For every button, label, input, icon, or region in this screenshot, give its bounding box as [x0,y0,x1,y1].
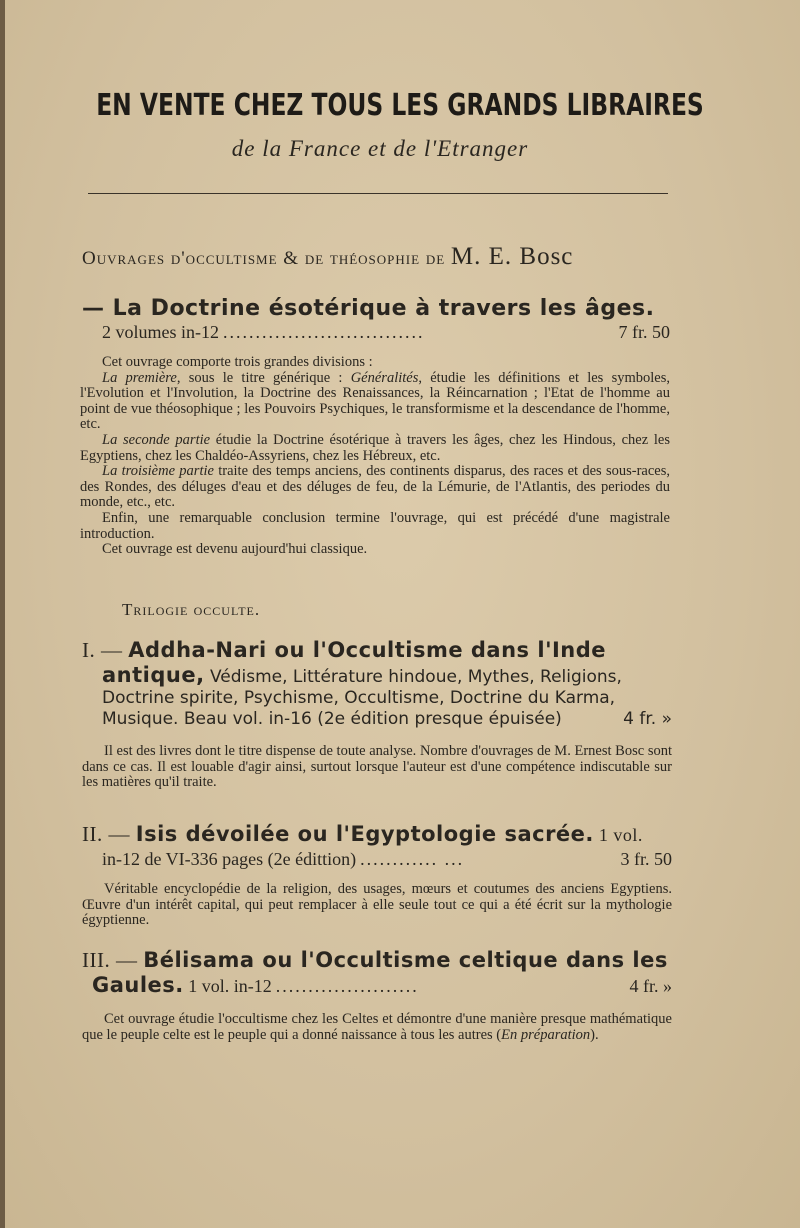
page-title: EN VENTE CHEZ TOUS LES GRANDS LIBRAIRES [96,88,704,123]
book-price: 4 fr. » [623,709,672,729]
section-heading-prefix: Ouvrages d'occultisme & de théosophie de [82,248,451,269]
book-title-text: Bélisama ou l'Occultisme celtique dans les [143,948,668,972]
paragraph: Il est des livres dont le titre dispense de toute analyse. Nombre d'ouvrages de M. Ernest Bosc sont dans ce cas. Il est louable d'agir ainsi, surtout lorsque l'auteur est d'une compétence indiscutable sur les matières qu'il traite. [82,743,672,791]
text: ). [590,1026,599,1043]
book-entry-doctrine [80,296,670,558]
book-price: 4 fr. » [629,976,672,996]
book-numeral: I. — [82,638,129,662]
emphasis: La première [102,369,177,386]
book-format: in-12 de VI-336 pages (2e édittion) [102,849,357,869]
book-format: 2 volumes in-12 [102,322,219,342]
dot-leader: ............................... [223,322,425,342]
emphasis: En préparation [501,1026,591,1043]
book-desc: Védisme, Littérature hindoue, Mythes, Religions, [204,667,622,687]
text: traite des temps anciens, des continents disparus, des races et des sous-races, des Rondes, des déluges d'eau et des déluges de feu, de la Lémurie, de l'Atlantis, des periodes du monde, etc., etc. [80,463,670,511]
book-numeral: II. — [82,822,136,846]
book-description [82,744,672,791]
book-price: 3 fr. 50 [620,849,672,869]
book-desc: Doctrine spirite, Psychisme, Occultisme, Doctrine du Karma, [102,688,616,708]
book-title-cont: antique, [102,663,205,687]
section-heading-author: M. E. Bosc [450,243,574,270]
book-entry-belisama [82,948,672,1043]
book-title-text: Isis dévoilée ou l'Egyptologie sacrée. [135,822,594,846]
page-subtitle: de la France et de l'Etranger [231,136,529,161]
book-title: — La Doctrine ésotérique à travers les âges. [82,296,655,321]
book-title-text: Addha-Nari ou l'Occultisme dans l'Inde [128,638,607,662]
paragraph [80,433,670,464]
book-desc: Musique. Beau vol. in-16 (2e édition presque épuisée) [102,709,562,729]
text: , sous le titre générique : [176,369,351,386]
book-title [82,948,672,973]
paragraph: Cet ouvrage est devenu aujourd'hui classique. [102,541,368,558]
emphasis: La troisième partie [102,463,214,480]
emphasis: Généralités [350,369,419,386]
book-numeral: III. — [82,948,144,972]
book-format-line [82,848,672,870]
divider-rule [88,193,668,194]
book-vol: 1 vol. [593,825,643,845]
paragraph: Enfin, une remarquable conclusion termine l'ouvrage, qui est précédé d'une magistrale introduction. [80,509,670,542]
emphasis: La seconde partie [102,431,211,448]
book-title [82,638,672,663]
book-subtitle-block [82,663,672,730]
book-format-line [82,973,672,998]
text: , étudie les définitions et les symboles, l'Evolution et l'Involution, la Doctrine des Renaissances, la Réincarnation ; l'Etat de l'homme au point de vue théosophique ; les Pouvoirs Psychiques, le transformisme et la descendance de l'homme, etc. [80,369,670,433]
paragraph: Cet ouvrage comporte trois grandes divisions : [102,354,373,370]
dot-leader: ...................... [275,976,419,996]
paragraph [82,1012,672,1043]
book-format-line [80,321,670,343]
book-entry-isis [82,822,672,929]
book-entry-addha-nari [82,638,672,791]
text: Cet ouvrage étudie l'occultisme chez les Celtes et démontre d'une manière presque mathématique que le peuple celte est le peuple qui a donné naissance à tous les autres ( [82,1011,672,1043]
paragraph [80,464,670,511]
paragraph: Véritable encyclopédie de la religion, des usages, mœurs et coutumes des anciens Egyptiens. Œuvre d'un intérêt capital, qui peut remplacer à elle seule tout ce qui a été écrit sur la mythologie égyptienne. [82,881,672,929]
book-description [82,1012,672,1043]
trilogie-heading: Trilogie occulte. [122,600,261,619]
page-edge [0,0,5,1228]
book-title-cont: Gaules. [92,973,184,997]
dot-leader: ............ ... [360,849,465,869]
text: étudie la Doctrine ésotérique à travers les âges, chez les Hindous, chez les Egyptiens, chez les Chaldéo-Assyriens, chez les Hébreux, etc. [80,431,671,464]
book-format: 1 vol. in-12 [183,976,272,996]
section-heading [82,243,722,271]
book-desc-line [102,709,672,730]
book-description [82,882,672,929]
paragraph [80,371,670,433]
book-description [80,355,670,558]
book-price: 7 fr. 50 [618,322,670,342]
book-title [82,822,672,848]
